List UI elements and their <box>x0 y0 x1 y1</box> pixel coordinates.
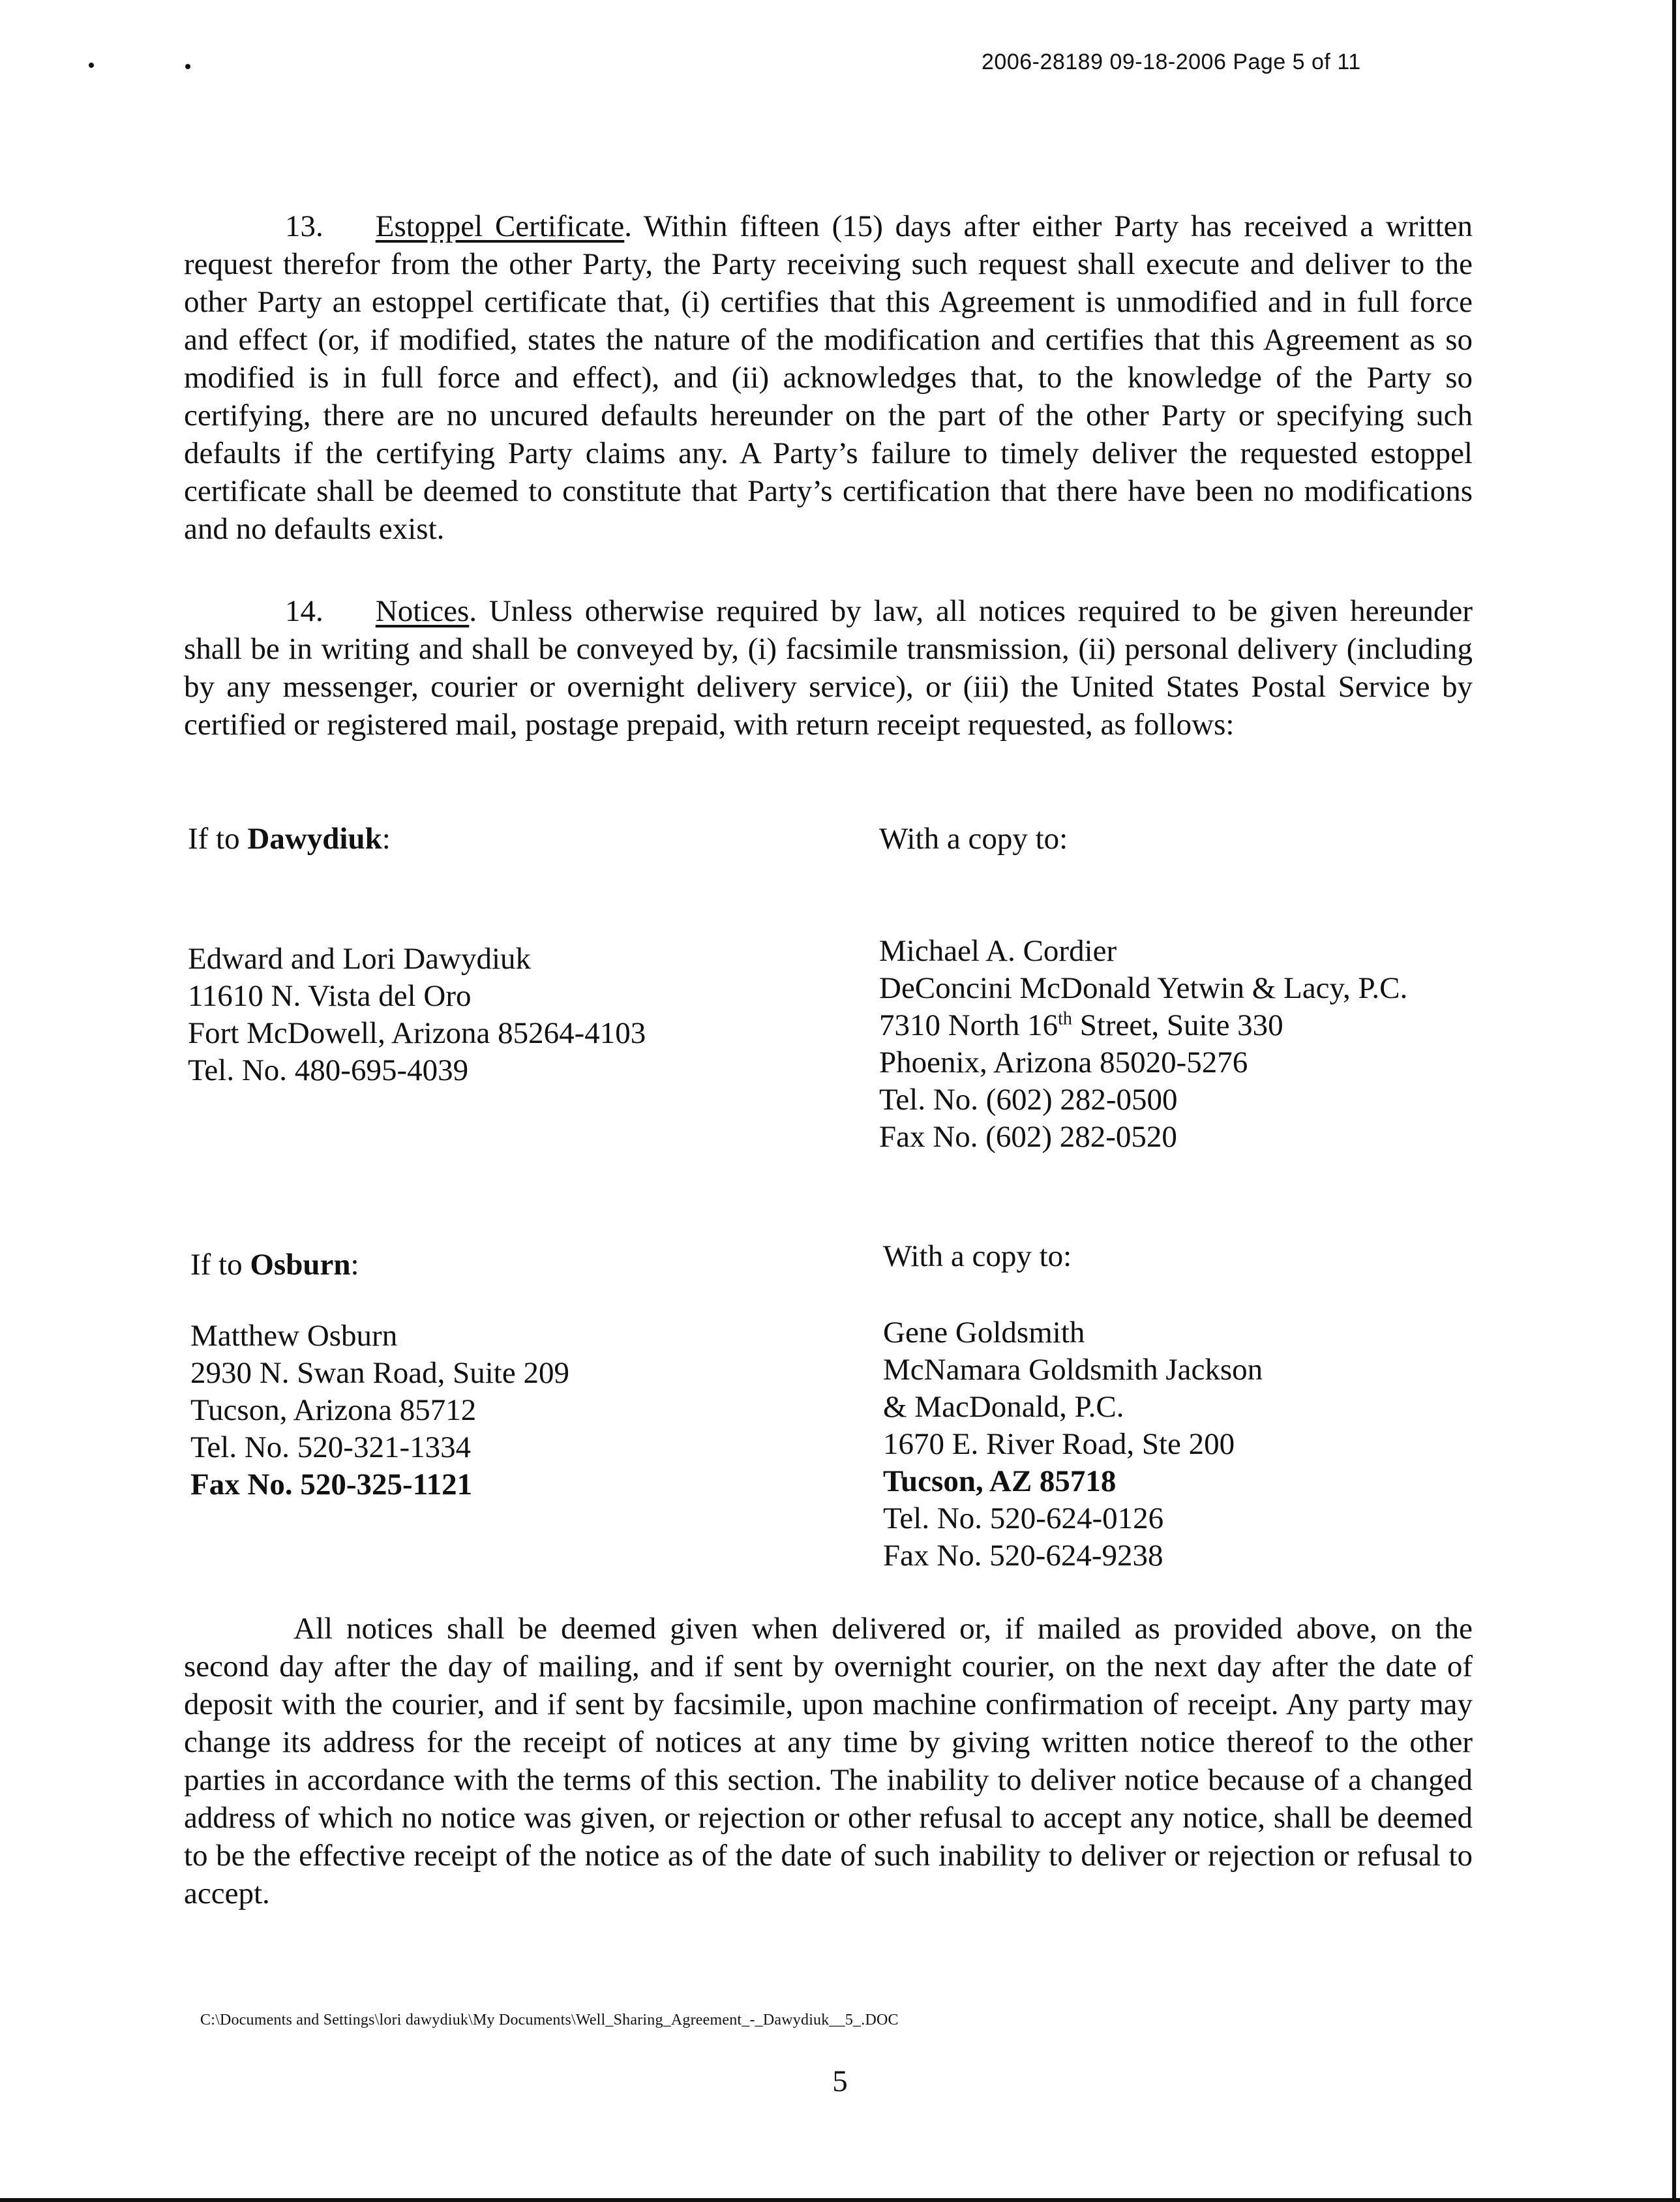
address-line: Tel. No. 520-624-0126 <box>883 1501 1164 1535</box>
label-prefix: If to <box>190 1248 250 1282</box>
notice-label-copy-2: With a copy to: <box>883 1239 1072 1273</box>
scan-speck <box>89 63 94 68</box>
section-13-number: 13. <box>285 209 323 243</box>
section-14-body: . Unless otherwise required by law, all notices required to be given hereunder shall be in writing and shall be conveyed by, (i) facsimile transmission, (ii) personal delivery (including by any messenger, courier or overnight delivery service), or (iii) the United States Postal Service by certified or registered mail, postage prepaid, with return receipt requested, as follows: <box>184 594 1473 742</box>
address-line: 1670 E. River Road, Ste 200 <box>883 1427 1235 1461</box>
party-name: Osburn <box>250 1248 351 1282</box>
address-line: Edward and Lori Dawydiuk <box>188 942 531 976</box>
address-line: Tel. No. (602) 282-0500 <box>879 1083 1178 1117</box>
scan-border-right <box>1672 0 1676 2202</box>
party-name: Dawydiuk <box>247 822 382 856</box>
address-line: Fax No. 520-325-1121 <box>190 1468 473 1501</box>
scan-speck <box>185 64 190 69</box>
address-line: 2930 N. Swan Road, Suite 209 <box>190 1356 569 1390</box>
section-14-number: 14. <box>285 594 323 628</box>
address-line: Tel. No. 480-695-4039 <box>188 1053 469 1087</box>
address-line: Gene Goldsmith <box>883 1316 1085 1350</box>
address-line: DeConcini McDonald Yetwin & Lacy, P.C. <box>879 971 1408 1005</box>
address-line: Fax No. (602) 282-0520 <box>879 1120 1177 1154</box>
section-13-heading: Estoppel Certificate <box>375 209 625 243</box>
notice-label-copy-1: With a copy to: <box>879 822 1068 856</box>
address-dawydiuk <box>188 941 646 1089</box>
address-goldsmith <box>883 1314 1263 1575</box>
notice-label-dawydiuk <box>188 821 391 858</box>
ordinal-suffix: th <box>1058 1008 1072 1029</box>
address-line: Fort McDowell, Arizona 85264-4103 <box>188 1016 646 1050</box>
section-14-paragraph <box>184 592 1473 744</box>
address-line: Michael A. Cordier <box>879 934 1117 968</box>
address-line <box>879 1007 1407 1044</box>
address-osburn <box>190 1318 569 1503</box>
address-line: Tel. No. 520-321-1334 <box>190 1430 472 1464</box>
address-line: 11610 N. Vista del Oro <box>188 979 472 1013</box>
address-line: Phoenix, Arizona 85020-5276 <box>879 1046 1248 1079</box>
footer-file-path: C:\Documents and Settings\lori dawydiuk\My Documents\Well_Sharing_Agreement_-_Dawydiuk__5_.DOC <box>200 2012 899 2029</box>
address-cordier <box>879 933 1407 1156</box>
address-line: Tucson, AZ 85718 <box>883 1464 1117 1498</box>
notices-closing-paragraph: All notices shall be deemed given when delivered or, if mailed as provided above, on the second day after the day of mailing, and if sent by overnight courier, on the next day after the date of deposit with the courier, and if sent by facsimile, upon machine confirmation of receipt. Any party may change its address for the receipt of notices at any time by giving written notice thereof to the other parties in accordance with the terms of this section. The inability to deliver notice because of a changed address of which no notice was given, or rejection or other refusal to accept any notice, shall be deemed to be the effective receipt of the notice as of the date of such inability to deliver or rejection or refusal to accept. <box>184 1612 1473 1910</box>
label-suffix: : <box>350 1248 359 1282</box>
scan-border-bottom <box>0 2198 1680 2202</box>
street-rest: Street, Suite 330 <box>1072 1008 1283 1042</box>
address-line: Matthew Osburn <box>190 1319 398 1353</box>
label-prefix: If to <box>188 822 248 856</box>
section-13-body: . Within fifteen (15) days after either Party has received a written request therefor from the other Party, the Party receiving such request shall execute and deliver to the other Party an estoppel certificate that, (i) certifies that this Agreement is unmodified and in full force and effect (or, if modified, states the nature of the modification and certifies that this Agreement as so modified is in full force and effect), and (ii) acknowledges that, to the knowledge of the Party so certifying, there are no uncured defaults hereunder on the part of the other Party or specifying such defaults if the certifying Party claims any. A Party’s failure to timely deliver the requested estoppel certificate shall be deemed to constitute that Party’s certification that there have been no modifications and no defaults exist. <box>184 209 1473 546</box>
address-line: & MacDonald, P.C. <box>883 1390 1124 1424</box>
section-14-heading: Notices <box>375 594 470 628</box>
label-suffix: : <box>382 822 391 856</box>
section-13-paragraph <box>184 207 1473 548</box>
notice-label-osburn <box>190 1246 359 1284</box>
page-number: 5 <box>832 2064 848 2098</box>
address-line: Fax No. 520-624-9238 <box>883 1539 1163 1573</box>
address-line: Tucson, Arizona 85712 <box>190 1393 477 1427</box>
street-number: 7310 North 16 <box>879 1008 1058 1042</box>
recording-stamp: 2006-28189 09-18-2006 Page 5 of 11 <box>982 50 1361 74</box>
address-line: McNamara Goldsmith Jackson <box>883 1353 1263 1387</box>
